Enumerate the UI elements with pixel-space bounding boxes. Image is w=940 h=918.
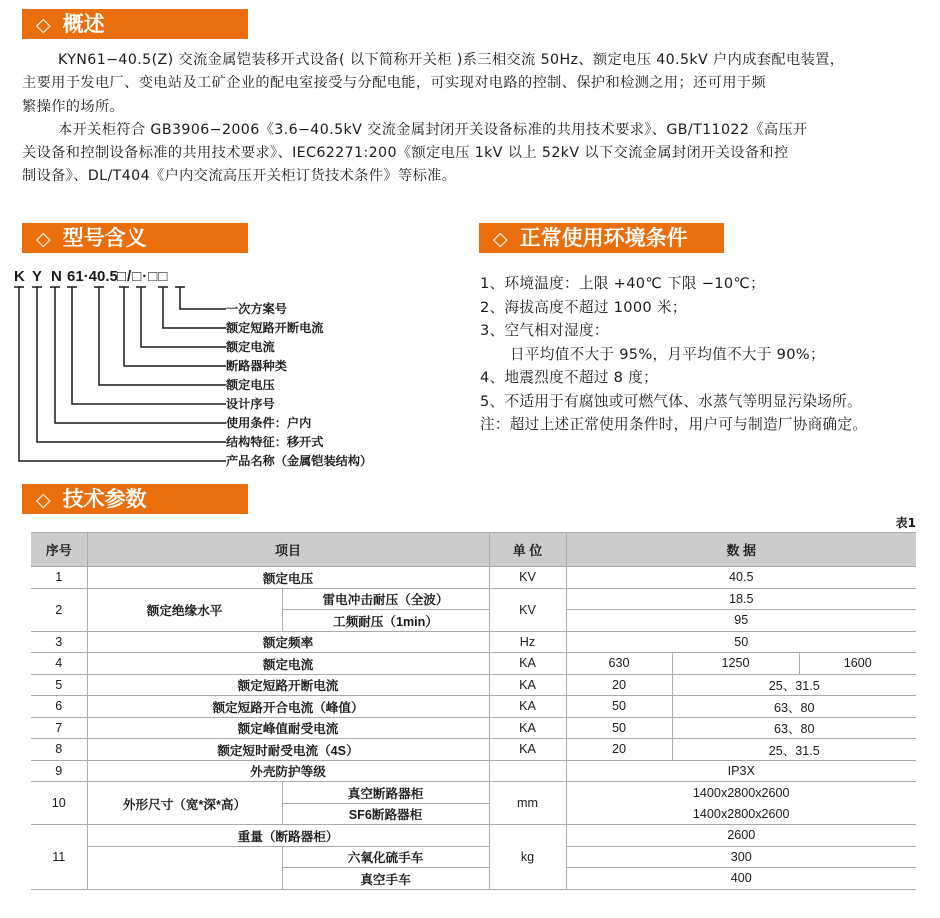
env-item: 3、空气相对湿度： [480, 322, 609, 339]
row-item: 重量（断路器柜） [87, 825, 489, 847]
row-no: 10 [31, 782, 87, 825]
overview-line: 主要用于发电厂、变电站及工矿企业的配电室接受与分配电能，可实现对电路的控制、保护和检测之用；还可用于频 [22, 75, 766, 92]
row-item: 额定短时耐受电流（4S） [87, 739, 489, 761]
row-item: 额定频率 [87, 631, 489, 653]
row-data: 20 [566, 739, 672, 761]
section-title: 正常使用环境条件 [519, 225, 688, 250]
env-item: 5、不适用于有腐蚀或可燃气体、水蒸气等明显污染场所。 [480, 392, 862, 410]
row-data: 1400x2800x2600 [566, 803, 916, 825]
row-no: 8 [31, 739, 87, 761]
table-row [31, 674, 916, 696]
row-no: 5 [31, 674, 87, 696]
model-code-n: N [51, 268, 62, 285]
row-no: 9 [31, 760, 87, 782]
header-data: 数 据 [566, 533, 916, 567]
row-item: 额定短路开合电流（峰值） [87, 696, 489, 718]
table-row [31, 782, 916, 804]
model-label: 设计序号 [226, 397, 275, 411]
leader-lines [0, 262, 230, 472]
row-item: 外壳防护等级 [87, 760, 489, 782]
row-subitem: SF6断路器柜 [282, 803, 489, 825]
overview-line: 繁操作的场所。 [22, 98, 125, 115]
row-unit: KA [489, 696, 566, 718]
row-data: 63、80 [672, 717, 916, 739]
row-no: 4 [31, 653, 87, 675]
row-data: 2600 [566, 825, 916, 847]
table-row [31, 653, 916, 675]
model-label: 额定短路开断电流 [226, 321, 324, 335]
model-code-k: K [14, 268, 25, 285]
diamond-icon: ◇ [36, 489, 51, 511]
table-row [31, 739, 916, 761]
row-item: 额定绝缘水平 [87, 588, 282, 631]
section-title: 技术参数 [62, 486, 147, 511]
header-no: 序号 [31, 533, 87, 567]
env-item: 日平均值不大于 95%，月平均值不大于 90%； [510, 345, 825, 363]
overview-text [22, 49, 922, 189]
section-header-tech [22, 484, 248, 514]
row-data: 40.5 [566, 567, 916, 589]
table-row [31, 717, 916, 739]
row-data: 50 [566, 717, 672, 739]
row-no: 1 [31, 567, 87, 589]
row-data: 630 [566, 653, 672, 675]
table-row [31, 631, 916, 653]
model-label: 产品名称（金属铠装结构） [226, 454, 373, 468]
row-item: 额定峰值耐受电流 [87, 717, 489, 739]
model-label: 使用条件：户内 [226, 416, 312, 430]
table-row [31, 760, 916, 782]
header-item: 项目 [87, 533, 489, 567]
row-data: 25、31.5 [672, 739, 916, 761]
row-unit: Hz [489, 631, 566, 653]
model-code-diagram [0, 262, 430, 472]
row-data: 1600 [799, 653, 916, 675]
row-data: 400 [566, 868, 916, 890]
row-subitem: 真空手车 [282, 868, 489, 890]
overview-line: 关设备和控制设备标准的共用技术要求》、IEC62271:200《额定电压 1kV 以上 52kV 以下交流金属封闭开关设备和控 [22, 145, 789, 162]
row-data: 1250 [672, 653, 799, 675]
row-subitem: 雷电冲击耐压（全波） [282, 588, 489, 610]
row-no: 7 [31, 717, 87, 739]
row-unit: KA [489, 717, 566, 739]
row-unit: KA [489, 653, 566, 675]
tech-spec-table [31, 532, 916, 890]
row-unit [489, 760, 566, 782]
env-item: 2、海拔高度不超过 1000 米； [480, 298, 687, 316]
row-subitem: 真空断路器柜 [282, 782, 489, 804]
overview-line: 本开关柜符合 GB3906−2006《3.6−40.5kV 交流金属封闭开关设备标准的共用技术要求》、GB/T11022《高压开 [58, 121, 808, 138]
section-title: 型号含义 [62, 225, 147, 250]
row-data: 50 [566, 631, 916, 653]
model-label: 额定电流 [226, 340, 275, 354]
model-label: 断路器种类 [226, 359, 287, 373]
section-header-model [22, 223, 248, 253]
section-header-environment [479, 223, 724, 253]
row-item: 额定短路开断电流 [87, 674, 489, 696]
header-unit: 单 位 [489, 533, 566, 567]
row-data: 50 [566, 696, 672, 718]
diamond-icon: ◇ [36, 14, 51, 36]
overview-line: KYN61−40.5(Z) 交流金属铠装移开式设备( 以下简称开关柜 )系三相交流 50Hz、额定电压 40.5kV 户内成套配电装置， [58, 52, 845, 68]
row-no: 2 [31, 588, 87, 631]
model-code-y: Y [32, 268, 43, 285]
section-title: 概述 [62, 11, 105, 36]
model-label: 结构特征：移开式 [226, 435, 324, 449]
row-data: 18.5 [566, 588, 916, 610]
section-header-overview [22, 9, 248, 39]
model-code-placeholders: □/□·□□ [117, 268, 169, 285]
env-item: 4、地震烈度不超过 8 度； [480, 369, 658, 386]
row-no: 11 [31, 825, 87, 890]
row-unit: KA [489, 739, 566, 761]
model-label: 一次方案号 [226, 302, 287, 316]
row-unit: kg [489, 825, 566, 890]
overview-line: 制设备》、DL/T404《户内交流高压开关柜订货技术条件》等标准。 [22, 168, 457, 185]
row-unit: mm [489, 782, 566, 825]
model-code-number: 61·40.5 [67, 268, 118, 285]
env-note: 注：超过上述正常使用条件时，用户可与制造厂协商确定。 [480, 416, 868, 433]
row-unit: KA [489, 674, 566, 696]
environment-list [480, 272, 930, 437]
table-row [31, 696, 916, 718]
row-empty [87, 846, 282, 889]
table-row [31, 846, 916, 868]
row-data: 1400x2800x2600 [566, 782, 916, 804]
row-item: 额定电压 [87, 567, 489, 589]
row-data: IP3X [566, 760, 916, 782]
row-item: 外形尺寸（宽*深*高） [87, 782, 282, 825]
row-item: 额定电流 [87, 653, 489, 675]
row-data: 20 [566, 674, 672, 696]
row-unit: KV [489, 588, 566, 631]
table-header-row [31, 533, 916, 567]
table-row [31, 588, 916, 610]
row-data: 95 [566, 610, 916, 632]
model-label: 额定电压 [226, 378, 275, 392]
table-row [31, 825, 916, 847]
row-data: 25、31.5 [672, 674, 916, 696]
row-subitem: 工频耐压（1min） [282, 610, 489, 632]
row-unit: KV [489, 567, 566, 589]
table-row [31, 567, 916, 589]
row-no: 3 [31, 631, 87, 653]
row-no: 6 [31, 696, 87, 718]
table-number: 表1 [895, 516, 916, 530]
diamond-icon: ◇ [493, 228, 508, 250]
env-item: 1、环境温度：上限 +40℃ 下限 −10℃； [480, 275, 766, 292]
row-subitem: 六氧化硫手车 [282, 846, 489, 868]
diamond-icon: ◇ [36, 228, 51, 250]
row-data: 300 [566, 846, 916, 868]
row-data: 63、80 [672, 696, 916, 718]
